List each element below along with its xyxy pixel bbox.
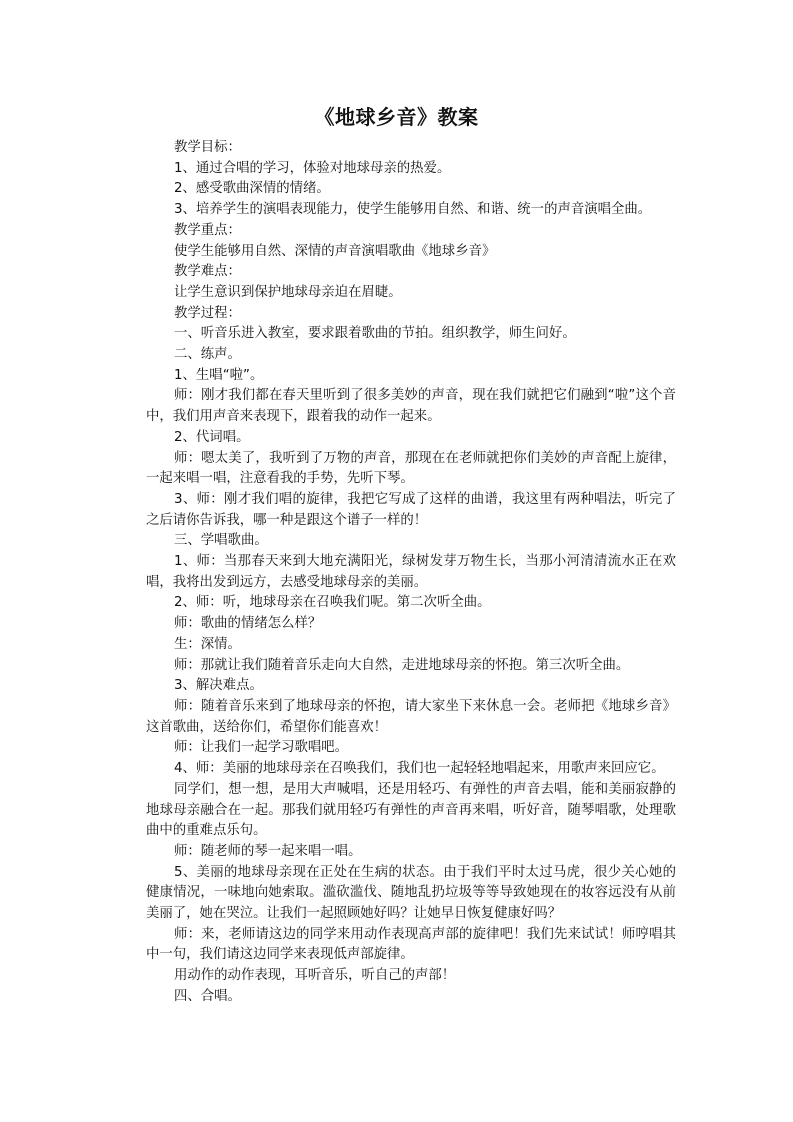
paragraph: 2、代词唱。 [174,429,250,445]
paragraph: 3、培养学生的演唱表现能力，使学生能够用自然、和谐、统一的声音演唱全曲。 [174,202,652,218]
paragraph: 使学生能够用自然、深情的声音演唱歌曲《地球乡音》 [174,243,496,259]
paragraph: 用动作的动作表现，耳听音乐，听自己的声部！ [174,968,456,984]
paragraph: 师：嗯太美了，我听到了万物的声音，那现在在老师就把你们美妙的声音配上旋律，一起来唱一唱，注意看我的手势，先听下琴。 [146,450,676,487]
document-body [146,138,676,1008]
paragraph: 师：随老师的琴一起来唱一唱。 [174,843,362,859]
paragraph: 教学难点： [174,264,241,280]
document-title: 《地球乡音》教案 [314,105,479,129]
paragraph: 四、合唱。 [174,988,241,1004]
paragraph: 2、感受歌曲深情的情绪。 [174,181,330,197]
paragraph: 4、师：美丽的地球母亲在召唤我们，我们也一起轻轻地唱起来，用歌声来回应它。 [174,761,665,777]
paragraph: 2、师：听，地球母亲在召唤我们呢。第二次听全曲。 [174,595,491,611]
paragraph: 师：刚才我们都在春天里听到了很多美妙的声音，现在我们就把它们融到“啦”这个音中，我们用声音来表现下，跟着我的动作一起来。 [146,388,676,425]
paragraph: 让学生意识到保护地球母亲迫在眉睫。 [174,284,402,300]
paragraph: 教学目标： [174,140,241,155]
paragraph: 同学们，想一想，是用大声喊唱，还是用轻巧、有弹性的声音去唱，能和美丽寂静的地球母亲融合在一起。那我们就用轻巧有弹性的声音再来唱，听好音，随琴唱歌，处理歌曲中的重难点乐句。 [146,781,676,839]
paragraph: 1、师：当那春天来到大地充满阳光，绿树发芽万物生长，当那小河清清流水正在欢唱，我将出发到远方，去感受地球母亲的美丽。 [146,554,676,590]
paragraph: 师：让我们一起学习歌唱吧。 [174,740,349,756]
paragraph: 师：歌曲的情绪怎么样？ [174,616,322,632]
paragraph: 师：来，老师请这边的同学来用动作表现高声部的旋律吧！我们先来试试！师哼唱其中一句，我们请这边同学来表现低声部旋律。 [146,926,676,963]
paragraph: 3、解决难点。 [174,678,263,694]
paragraph: 教学过程： [174,305,241,321]
paragraph: 3、师：刚才我们唱的旋律，我把它写成了这样的曲谱，我这里有两种唱法，听完了之后请你告诉我，哪一种是跟这个谱子一样的！ [146,491,676,528]
paragraph: 1、生唱“啦”。 [174,367,264,383]
paragraph: 师：随着音乐来到了地球母亲的怀抱，请大家坐下来休息一会。老师把《地球乡音》这首歌曲，送给你们，希望你们能喜欢！ [146,698,676,735]
paragraph: 一、听音乐进入教室，要求跟着歌曲的节拍。组织教学，师生问好。 [174,326,576,342]
paragraph: 师：那就让我们随着音乐走向大自然，走进地球母亲的怀抱。第三次听全曲。 [174,657,630,673]
paragraph: 三、学唱歌曲。 [174,533,268,549]
paragraph: 生：深情。 [174,636,241,652]
paragraph: 5、美丽的地球母亲现在正处在生病的状态。由于我们平时太过马虎，很少关心她的健康情况，一味地向她索取。滥砍滥伐、随地乱扔垃圾等等导致她现在的妆容远没有从前美丽了，她在哭泣。让我们一起照顾她好吗？让她早日恢复健康好吗？ [146,864,676,922]
paragraph: 教学重点： [174,222,241,238]
paragraph: 二、练声。 [174,347,241,363]
paragraph: 1、通过合唱的学习，体验对地球母亲的热爱。 [174,160,451,176]
